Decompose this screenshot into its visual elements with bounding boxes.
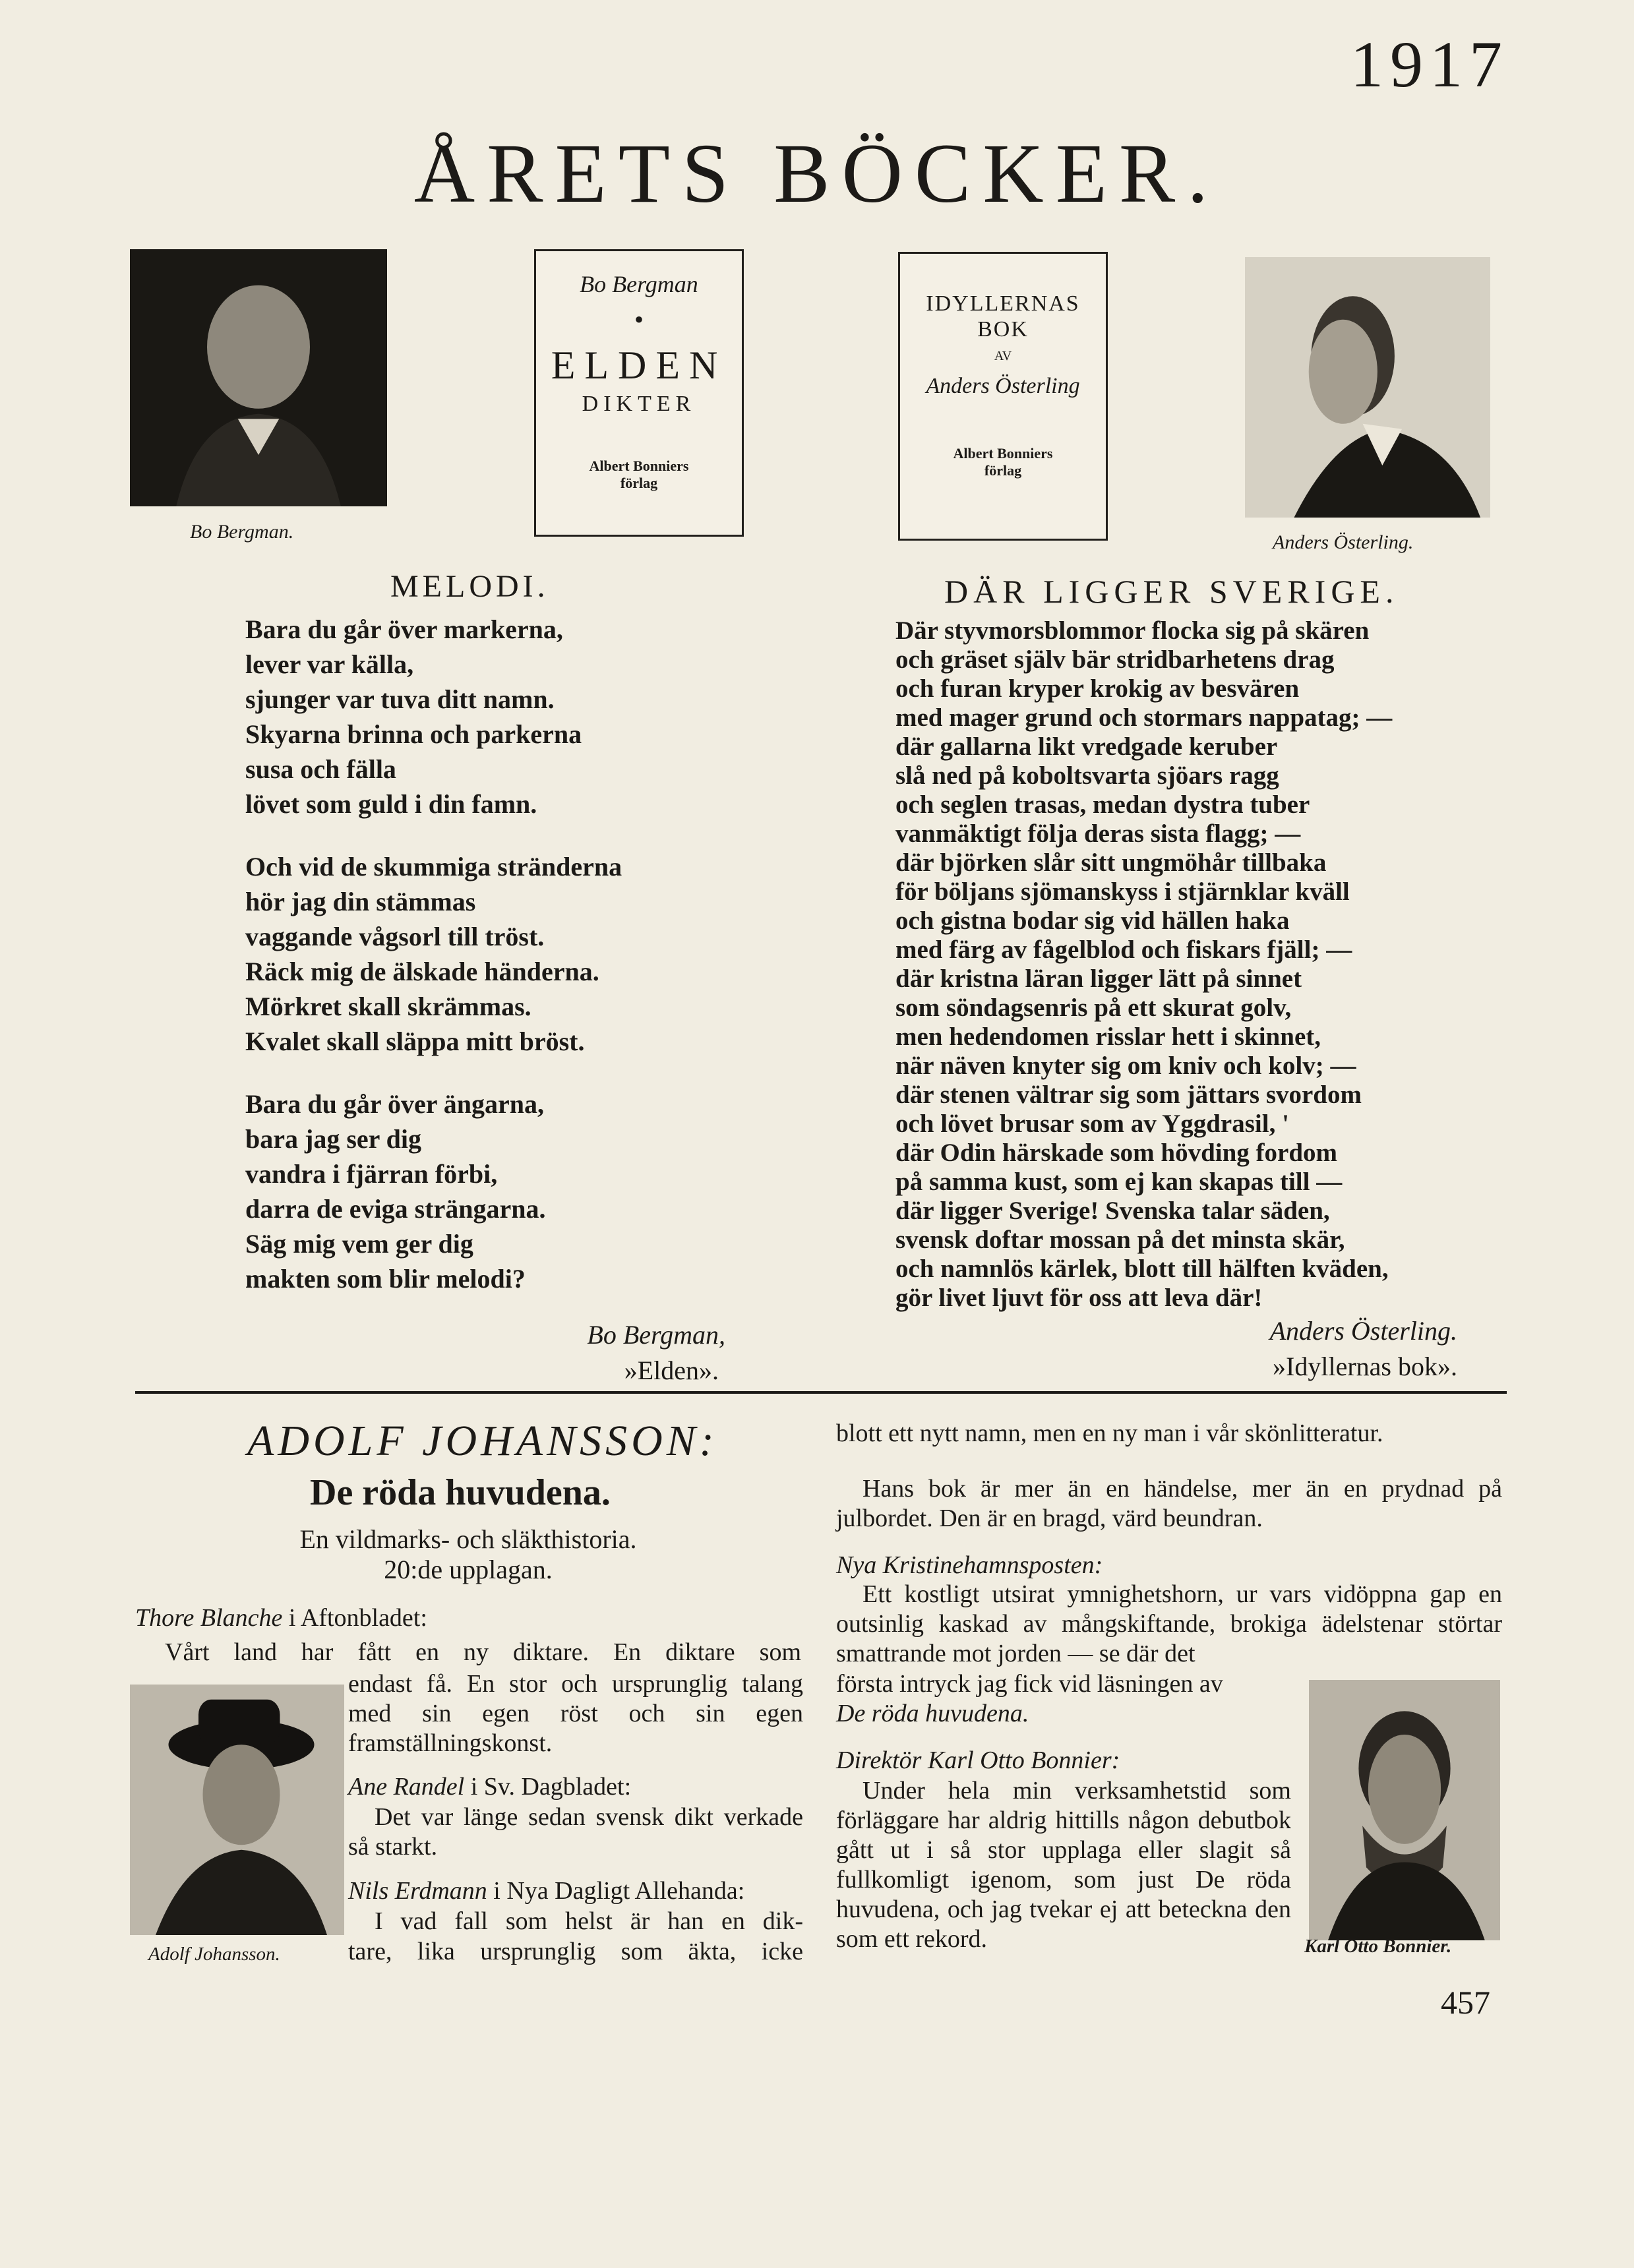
poem-line: slå ned på koboltsvarta sjöars ragg: [895, 761, 1279, 790]
signature-author: Anders Österling.: [1269, 1316, 1457, 1346]
poem-title-melodi: MELODI.: [390, 569, 549, 604]
reviewer-name: Direktör Karl Otto Bonnier:: [836, 1746, 1120, 1774]
photo-caption-bonnier: Karl Otto Bonnier.: [1304, 1936, 1452, 1957]
cover-publisher: Albert Bonniers: [953, 445, 1053, 462]
review-bonnier-source: [836, 1746, 1120, 1776]
publication: i Aftonbladet:: [282, 1604, 427, 1632]
section-divider: [135, 1391, 1507, 1394]
book-subtitle: [251, 1524, 686, 1585]
poem-sverige: [895, 616, 1502, 1313]
poem-line: när näven knyter sig om kniv och kolv; —: [895, 1052, 1356, 1080]
review-svd-source: [348, 1772, 631, 1802]
review-aftonbladet-text: endast få. En stor och ursprunglig talang med sin egen röst och sin egen framställningskonst.: [348, 1670, 803, 1757]
page-title: ÅRETS BÖCKER.: [413, 127, 1221, 220]
poem-line: och namnlös kärlek, blott till hälften kväden,: [895, 1255, 1389, 1283]
review-nkp-cont: [836, 1669, 1337, 1729]
poem-melodi: [245, 612, 720, 1296]
poem-line: Där styvmorsblommor flocka sig på skären: [895, 616, 1370, 645]
year-label: 1917: [1350, 28, 1509, 101]
poem-line: med mager grund och stormars nappatag; —: [895, 703, 1393, 732]
publication: i Sv. Dagbladet:: [464, 1773, 632, 1801]
poem-line: och lövet brusar som av Yggdrasil, ': [895, 1110, 1289, 1138]
book-cover-idyllernas: [898, 252, 1108, 541]
photo-caption-johansson: Adolf Johansson.: [148, 1944, 280, 1965]
portrait-adolf-johansson: [130, 1685, 344, 1935]
cover-author: Anders Österling: [926, 374, 1080, 399]
poem-line: där ligger Sverige! Svenska talar säden,: [895, 1197, 1330, 1225]
portrait-bo-bergman: [130, 249, 387, 506]
reviewer-name: Thore Blanche: [135, 1604, 283, 1632]
poem-line: bara jag ser dig: [245, 1124, 422, 1154]
poem-line: där gallarna likt vredgade keruber: [895, 732, 1278, 761]
review-aftonbladet-line1: Vårt land har fått en ny diktare. En diktare som: [165, 1638, 801, 1666]
poem-line: lever var källa,: [245, 649, 414, 679]
poem-line: Säg mig vem ger dig: [245, 1229, 473, 1259]
book-heading: De röda huvudena.: [310, 1472, 611, 1513]
poem-line: gör livet ljuvt för oss att leva där!: [895, 1284, 1263, 1312]
publication-name: Nya Kristinehamnsposten:: [836, 1551, 1103, 1579]
poem-line: som söndagsenris på ett skurat golv,: [895, 994, 1292, 1022]
signature-author: Bo Bergman,: [587, 1320, 725, 1350]
review-nkp-cont-line: första intryck jag fick vid läsningen av: [836, 1670, 1223, 1698]
poem-line: Mörkret skall skrämmas.: [245, 992, 531, 1021]
book-title-ref: De röda huvudena.: [836, 1700, 1029, 1727]
cover-publisher-label: förlag: [620, 474, 658, 491]
stanza: [245, 612, 720, 821]
review-nda-text: I vad fall som helst är han en dik-: [375, 1907, 803, 1935]
poem-line: och seglen trasas, medan dystra tuber: [895, 791, 1310, 819]
poem-signature-osterling: [1154, 1313, 1457, 1385]
cover-subtitle: DIKTER: [582, 392, 696, 417]
poem-line: med färg av fågelblod och fiskars fjäll; —: [895, 936, 1352, 964]
cover-title: ELDEN: [551, 343, 727, 388]
review-nkp-source: [836, 1551, 1103, 1580]
poem-line: där kristna läran ligger lätt på sinnet: [895, 965, 1302, 993]
book-cover-elden: [534, 249, 744, 537]
poem-line: vanmäktigt följa deras sista flagg; —: [895, 820, 1301, 848]
stanza: [245, 1087, 720, 1296]
poem-line: susa och fälla: [245, 754, 396, 784]
stanza: [245, 849, 720, 1059]
poem-line: Bara du går över markerna,: [245, 614, 563, 644]
publication: i Nya Dagligt Allehanda:: [487, 1877, 745, 1905]
cover-publisher: Albert Bonniers: [589, 458, 689, 475]
photo-caption-osterling: Anders Österling.: [1273, 531, 1414, 553]
author-heading: ADOLF JOHANSSON:: [247, 1417, 718, 1465]
edition-line: 20:de upplagan.: [384, 1555, 553, 1584]
review-bonnier-text: Under hela min verksamhetstid som förläggare har aldrig hittills någon debutbok gått ut i så stor upplaga eller slagit så fullkomligt igenom, som just De röda huvudena, och jag tvekar ej att beteckna den som ett rekord.: [836, 1777, 1291, 1953]
cover-title-1: IDYLLERNAS: [926, 291, 1080, 316]
poem-line: Och vid de skummiga stränderna: [245, 852, 622, 881]
poem-line: där Odin härskade som hövding fordom: [895, 1139, 1338, 1167]
poem-line: där björken slår sitt ungmöhår tillbaka: [895, 849, 1327, 877]
poem-line: och furan kryper krokig av besvären: [895, 674, 1300, 703]
portrait-karl-otto-bonnier: [1309, 1680, 1500, 1940]
poem-line: vaggande vågsorl till tröst.: [245, 922, 545, 951]
poem-line: hör jag din stämmas: [245, 887, 476, 916]
poem-line: men hedendomen risslar hett i skinnet,: [895, 1023, 1321, 1051]
poem-line: på samma kust, som ej kan skapas till —: [895, 1168, 1343, 1196]
poem-line: Kvalet skall släppa mitt bröst.: [245, 1027, 585, 1056]
poem-line: vandra i fjärran förbi,: [245, 1159, 498, 1189]
poem-line: svensk doftar mossan på det minsta skär,: [895, 1226, 1345, 1254]
poem-line: Bara du går över ängarna,: [245, 1089, 544, 1119]
poem-line: och gistna bodar sig vid hällen haka: [895, 907, 1290, 935]
review-nda-source: [348, 1876, 744, 1906]
cover-publisher-label: förlag: [984, 462, 1022, 479]
poem-line: sjunger var tuva ditt namn.: [245, 684, 555, 714]
review-nkp-text: Ett kostligt utsirat ymnighetshorn, ur vars vidöppna gap en outsinlig kaskad av mångskiftande, brokiga ädelstenar störtar smattrande mot jorden — se där det: [836, 1580, 1502, 1667]
signature-book: »Idyllernas bok».: [1273, 1352, 1457, 1381]
poem-line: lövet som guld i din famn.: [245, 789, 537, 819]
portrait-anders-osterling: [1245, 257, 1490, 518]
cover-av: AV: [994, 349, 1012, 364]
review-nda-last: tare, lika ursprunglig som äkta, icke: [348, 1938, 803, 1965]
poem-signature-bergman: [462, 1317, 725, 1388]
reviewer-name: Ane Randel: [348, 1773, 465, 1801]
poem-line: för böljans sjömanskyss i stjärnklar kväll: [895, 878, 1350, 906]
page-number: 457: [1441, 1984, 1490, 2021]
poem-line: makten som blir melodi?: [245, 1264, 526, 1294]
poem-title-sverige: DÄR LIGGER SVERIGE.: [944, 573, 1399, 610]
poem-line: Räck mig de älskade händerna.: [245, 957, 599, 986]
reviewer-name: Nils Erdmann: [348, 1877, 487, 1905]
review-continuation: blott ett nytt namn, men en ny man i vår skönlitteratur.: [836, 1419, 1383, 1447]
review-svd-text: Det var länge sedan svensk dikt verkade så starkt.: [348, 1803, 803, 1861]
review-paragraph: Hans bok är mer än en händelse, mer än en prydnad på julbordet. Den är en bragd, värd beundran.: [836, 1475, 1502, 1532]
cover-title-2: BOK: [977, 317, 1029, 342]
poem-line: Skyarna brinna och parkerna: [245, 719, 582, 749]
poem-line: och gräset själv bär stridbarhetens drag: [895, 645, 1335, 674]
cover-author: Bo Bergman: [580, 271, 698, 297]
photo-caption-bergman: Bo Bergman.: [190, 521, 294, 543]
signature-book: »Elden».: [624, 1356, 719, 1385]
poem-line: darra de eviga strängarna.: [245, 1194, 546, 1224]
cover-dot: •: [634, 305, 644, 335]
poem-line: där stenen vältrar sig som jättars svordom: [895, 1081, 1362, 1109]
review-aftonbladet-source: [135, 1603, 427, 1633]
subtitle-line: En vildmarks- och släkthistoria.: [299, 1524, 637, 1554]
